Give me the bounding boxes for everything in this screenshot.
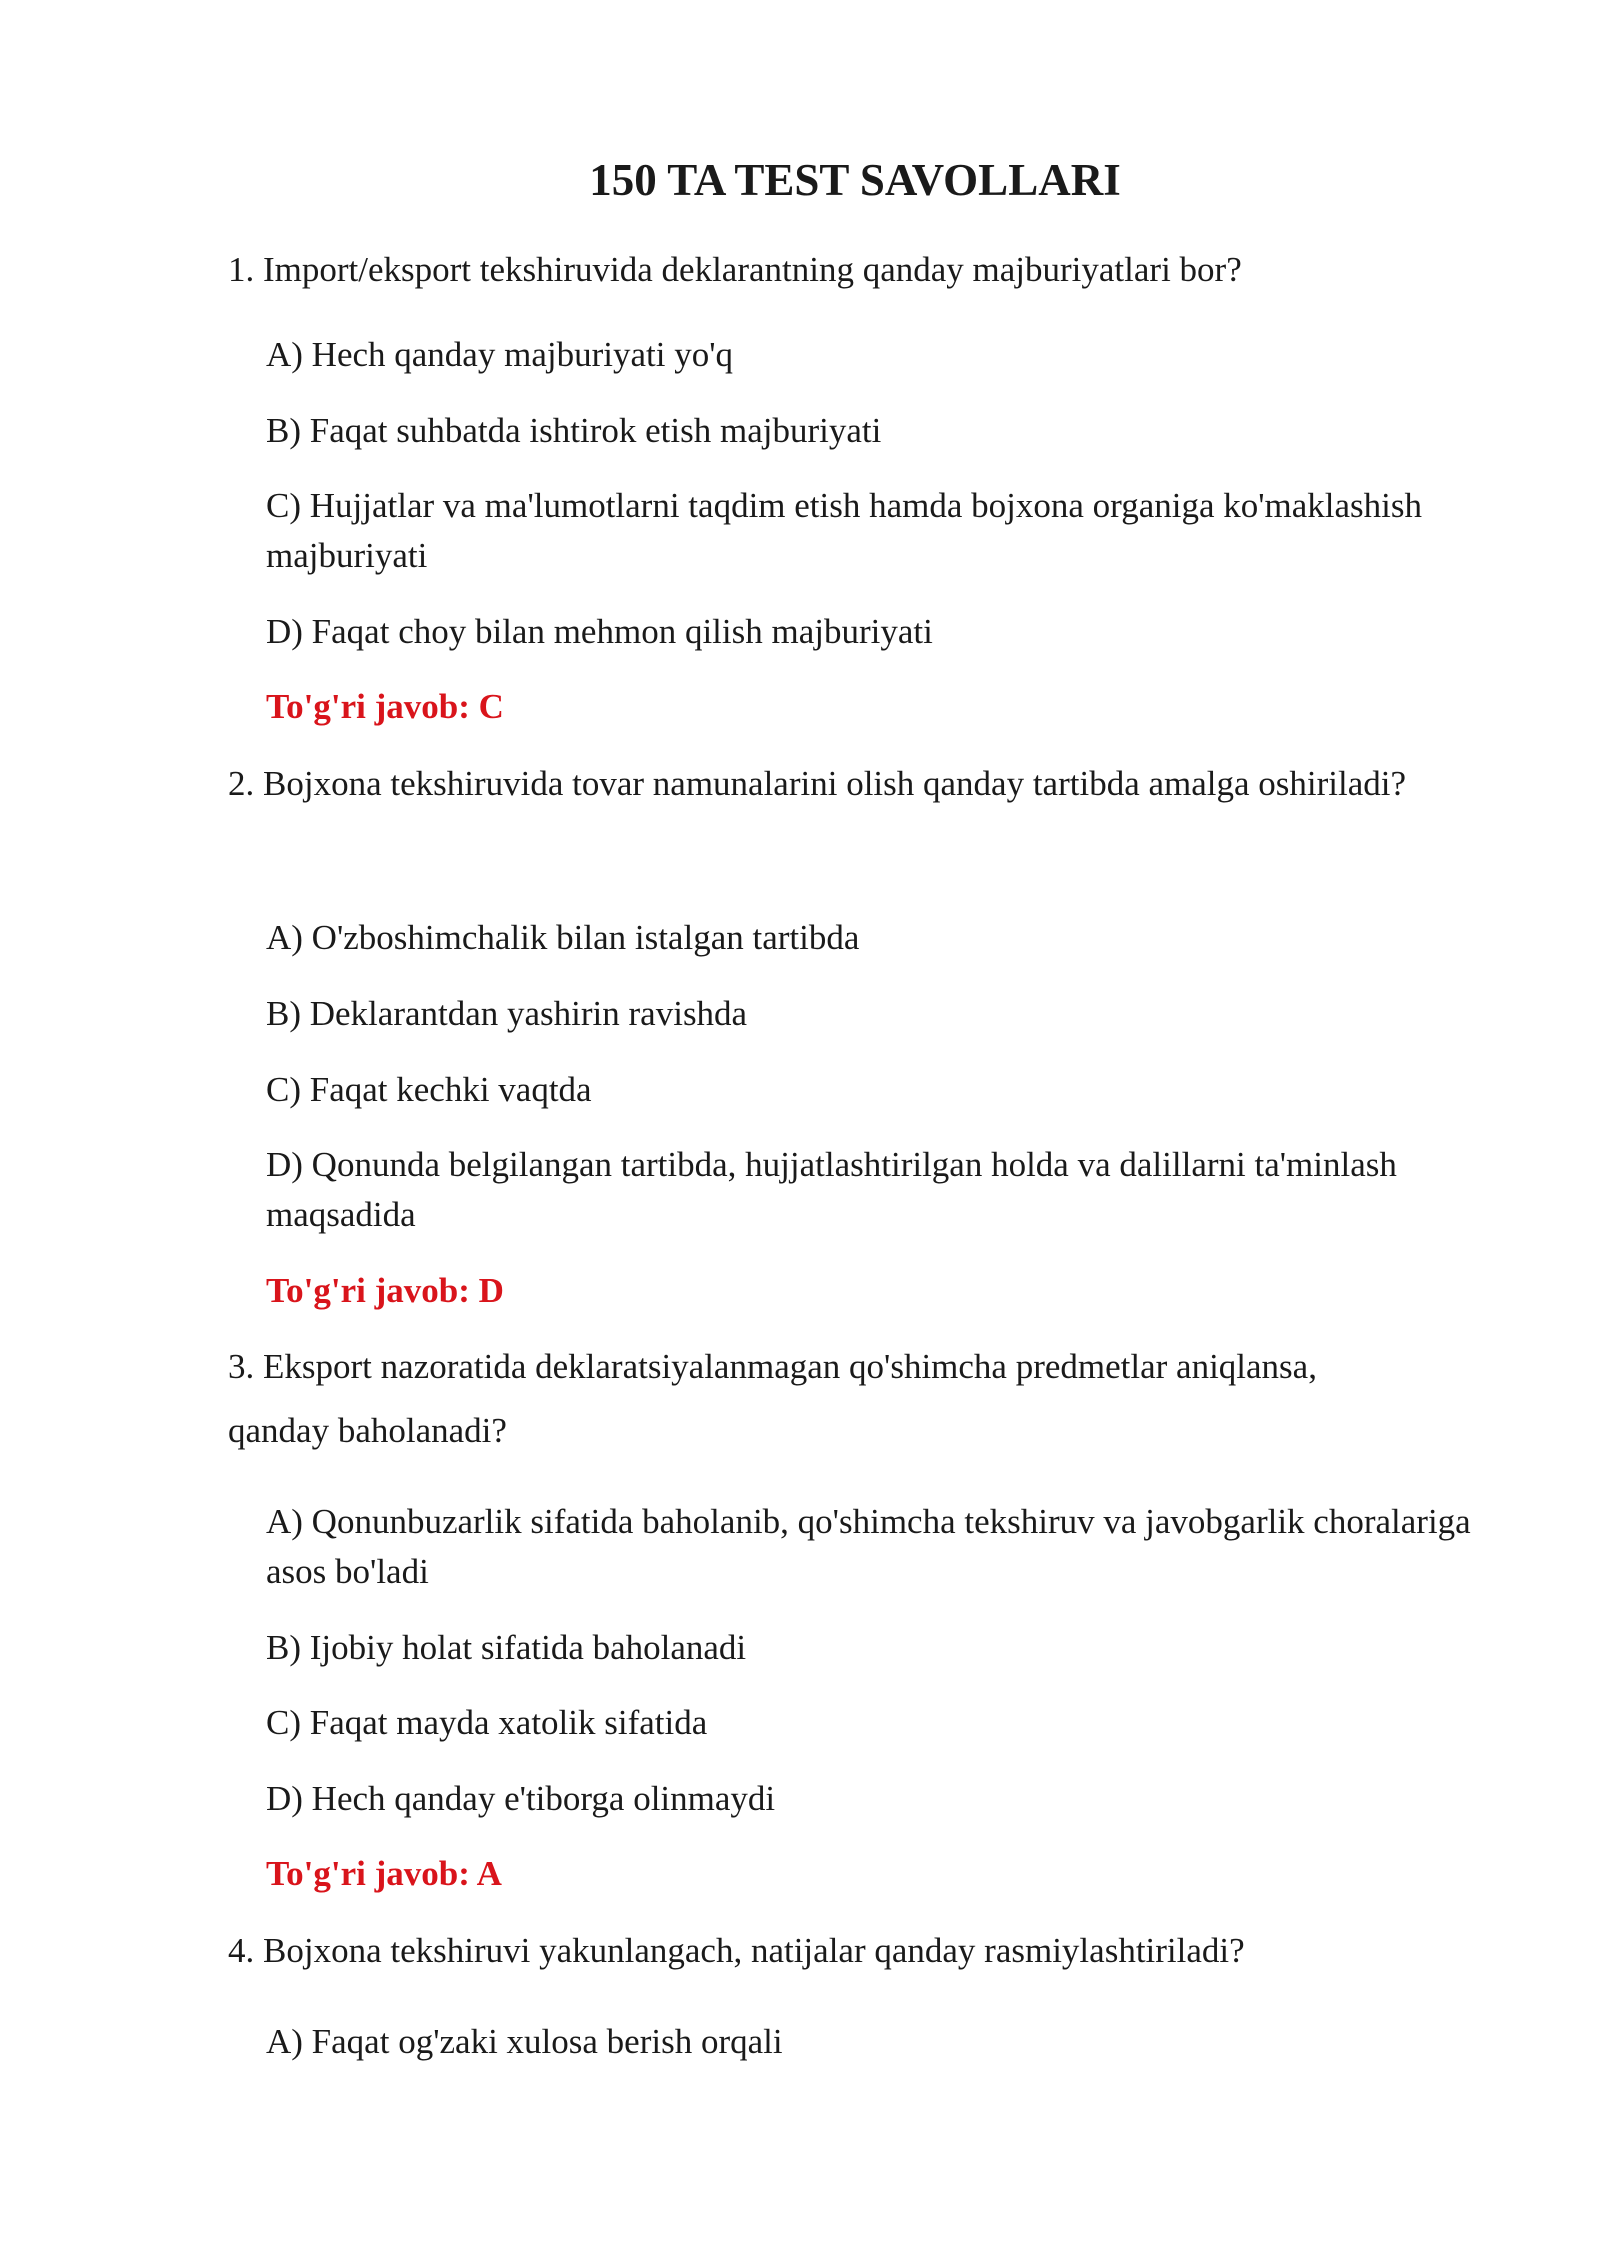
question-2-text: 2. Bojxona tekshiruvida tovar namunalarini olish qanday tartibda amalga oshiriladi? [228,764,1407,803]
question-2-option-c: C) Faqat kechki vaqtda [266,1070,592,1109]
question-1-text: 1. Import/eksport tekshiruvida deklarantning qanday majburiyatlari bor? [228,250,1242,289]
question-1-option-d: D) Faqat choy bilan mehmon qilish majburiyati [266,612,933,651]
question-1-option-a: A) Hech qanday majburiyati yo'q [266,335,733,374]
question-3-option-c: C) Faqat mayda xatolik sifatida [266,1703,708,1742]
question-4-option-a: A) Faqat og'zaki xulosa berish orqali [266,2022,783,2061]
question-1-option-c: C) Hujjatlar va ma'lumotlarni taqdim etish hamda bojxona organiga ko'maklashish majburiyati [266,486,1423,575]
question-3-option-b: B) Ijobiy holat sifatida baholanadi [266,1628,747,1667]
question-4-text: 4. Bojxona tekshiruvi yakunlangach, natijalar qanday rasmiylashtiriladi? [228,1931,1245,1970]
question-3-answer: To'g'ri javob: A [266,1854,502,1893]
question-3-text: 3. Eksport nazoratida deklaratsiyalanmagan qo'shimcha predmetlar aniqlansa, qanday baholanadi? [228,1347,1317,1450]
question-3-option-d: D) Hech qanday e'tiborga olinmaydi [266,1779,776,1818]
question-2-option-b: B) Deklarantdan yashirin ravishda [266,994,748,1033]
question-1-option-b: B) Faqat suhbatda ishtirok etish majburiyati [266,411,882,450]
document-title: 150 TA TEST SAVOLLARI [589,155,1121,205]
question-3-option-a: A) Qonunbuzarlik sifatida baholanib, qo'shimcha tekshiruv va javobgarlik choralariga asos bo'ladi [266,1502,1471,1591]
question-2-option-d: D) Qonunda belgilangan tartibda, hujjatlashtirilgan holda va dalillarni ta'minlash maqsadida [266,1145,1397,1234]
question-2-option-a: A) O'zboshimchalik bilan istalgan tartibda [266,918,860,957]
question-2-answer: To'g'ri javob: D [266,1271,504,1310]
question-1-answer: To'g'ri javob: C [266,687,504,726]
